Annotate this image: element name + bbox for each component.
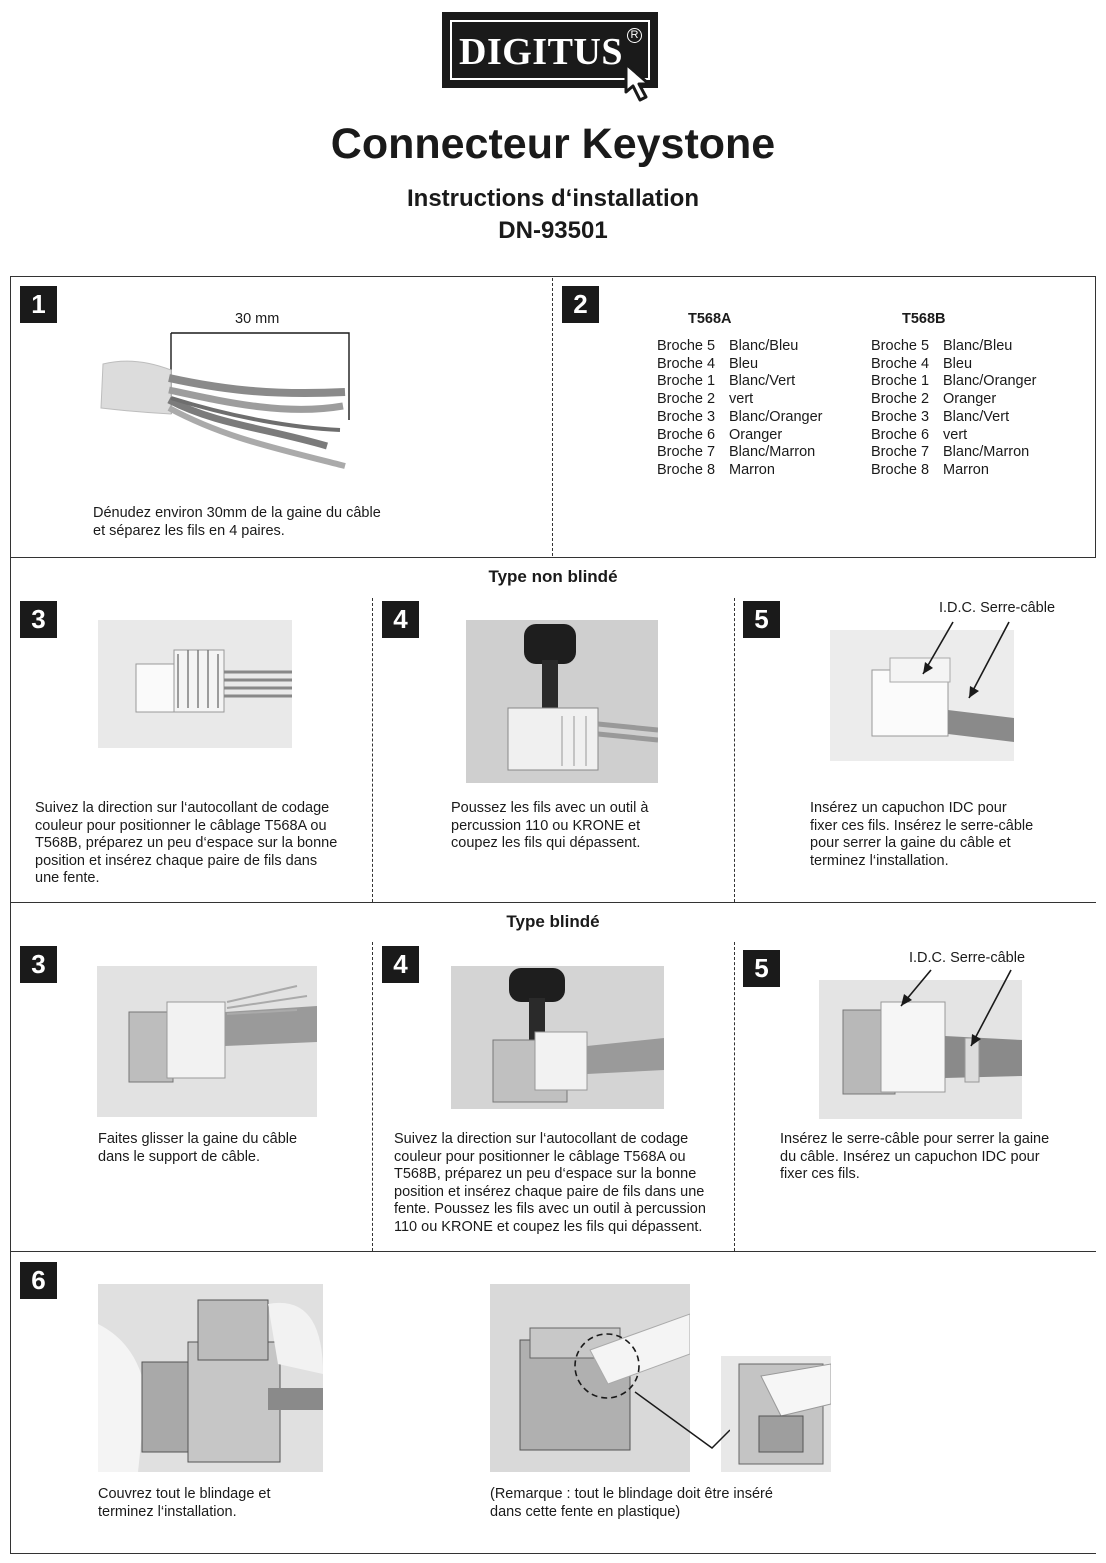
- text-line: Insérez le serre-câble pour serrer la gaine: [780, 1131, 1050, 1147]
- section-title-unshielded: Type non blindé: [488, 567, 618, 586]
- t568a-row: Broche 2 vert: [657, 391, 754, 408]
- divider-unshielded-3-4: [372, 598, 373, 902]
- text-line: couleur pour positionner le câblage T568A ou: [394, 1148, 686, 1165]
- t568b-row: Broche 8 Marron: [871, 461, 989, 478]
- shielded-step-3-text: [98, 1131, 297, 1166]
- shielded-punch-tool-illustration: [451, 966, 664, 1109]
- text-line: terminez l‘installation.: [98, 1503, 237, 1520]
- shielded-step-5-badge: 5: [743, 950, 780, 987]
- divider-2: [10, 902, 1096, 903]
- t568a-title: T568A: [688, 311, 732, 327]
- annotation-arrows: [905, 618, 1035, 718]
- text-line: pour serrer la gaine du câble et: [810, 835, 1011, 852]
- unshielded-step-4-text: [451, 800, 648, 853]
- t568b-row: Broche 2 Oranger: [871, 391, 997, 408]
- stripped-cable-illustration: [95, 328, 360, 488]
- divider-1: [10, 557, 1096, 558]
- frame-top: [10, 276, 1096, 277]
- dimension-label: 30 mm: [235, 311, 280, 327]
- text-line: Poussez les fils avec un outil à: [451, 800, 649, 816]
- unshielded-step-5-text: [810, 800, 1033, 870]
- text-line: percussion 110 ou KRONE et: [451, 817, 641, 834]
- page-title: Connecteur Keystone: [330, 120, 776, 168]
- unshielded-step-5-badge: 5: [743, 601, 780, 638]
- divider-3: [10, 1251, 1096, 1252]
- shielded-step-3-photo: [97, 966, 317, 1117]
- text-line: (Remarque : tout le blindage doit être inséré: [490, 1486, 773, 1502]
- text-line: Suivez la direction sur l‘autocollant de codage: [35, 800, 330, 816]
- step-6-badge: 6: [20, 1262, 57, 1299]
- step-2-badge: 2: [562, 286, 599, 323]
- text-line: coupez les fils qui dépassent.: [451, 835, 641, 852]
- shielded-step-5-text: [780, 1131, 1049, 1184]
- divider-step1-step2: [552, 278, 553, 556]
- shielded-step-4-photo: [451, 966, 664, 1109]
- step-6-right-text: [490, 1486, 773, 1521]
- divider-unshielded-4-5: [734, 598, 735, 902]
- t568b-row: Broche 5 Blanc/Bleu: [871, 338, 1013, 354]
- frame-right-top: [1095, 276, 1096, 558]
- step-6-photo-left: [98, 1284, 323, 1472]
- t568b-title: T568B: [902, 311, 946, 327]
- cover-shield-illustration: [98, 1284, 323, 1472]
- punch-tool-illustration: [466, 620, 658, 783]
- divider-shielded-4-5: [734, 942, 735, 1251]
- text-line: T568B, préparez un peu d‘espace sur la bonne: [35, 835, 338, 852]
- text-line: dans cette fente en plastique): [490, 1503, 681, 1520]
- cursor-arrow-icon: [620, 62, 666, 106]
- t568a-row: Broche 8 Marron: [657, 461, 775, 478]
- step-1-text: [93, 505, 381, 540]
- subtitle-instructions: Instructions d‘installation: [406, 185, 700, 212]
- text-line: du câble. Insérez un capuchon IDC pour: [780, 1148, 1040, 1165]
- unshielded-step-4-photo: [466, 620, 658, 783]
- keystone-wires-illustration: [98, 620, 292, 748]
- callout-line: [600, 1360, 730, 1460]
- step-1-badge: 1: [20, 286, 57, 323]
- shielded-step-4-badge: 4: [382, 946, 419, 983]
- t568b-row: Broche 6 vert: [871, 426, 968, 443]
- t568b-row: Broche 3 Blanc/Vert: [871, 408, 1010, 425]
- page-subtitle: [0, 183, 1106, 247]
- step-1-text-line-2: et séparez les fils en 4 paires.: [93, 522, 285, 539]
- shielded-step-3-badge: 3: [20, 946, 57, 983]
- step-1-text-line-1: Dénudez environ 30mm de la gaine du câble: [93, 505, 381, 521]
- divider-shielded-3-4: [372, 942, 373, 1251]
- t568b-row: Broche 1 Blanc/Oranger: [871, 373, 1037, 390]
- text-line: Faites glisser la gaine du câble: [98, 1131, 298, 1147]
- unshielded-step-5-annotation: I.D.C. Serre-câble: [939, 600, 1056, 616]
- text-line: Couvrez tout le blindage et: [98, 1486, 271, 1502]
- t568a-row: Broche 6 Oranger: [657, 426, 783, 443]
- brand-name: DIGITUS: [459, 31, 623, 73]
- t568a-row: Broche 3 Blanc/Oranger: [657, 408, 823, 425]
- text-line: fixer ces fils.: [780, 1166, 860, 1183]
- t568a-row: Broche 7 Blanc/Marron: [657, 444, 816, 461]
- section-title-shielded: Type blindé: [506, 912, 600, 931]
- frame-bottom: [10, 1553, 1096, 1554]
- text-line: fente. Poussez les fils avec un outil à percussion: [394, 1201, 706, 1218]
- unshielded-step-3-photo: [98, 620, 292, 748]
- shielded-step-4-text: [394, 1131, 706, 1237]
- text-line: Insérez un capuchon IDC pour: [810, 800, 1007, 816]
- t568a-row: Broche 1 Blanc/Vert: [657, 373, 796, 390]
- step-6-photo-detail: [721, 1356, 831, 1472]
- unshielded-step-3-text: [35, 800, 337, 888]
- text-line: 110 ou KRONE et coupez les fils qui dépassent.: [394, 1218, 703, 1235]
- t568a-row: Broche 5 Blanc/Bleu: [657, 338, 799, 354]
- t568a-row: Broche 4 Bleu: [657, 355, 759, 372]
- shielded-keystone-illustration: [97, 966, 317, 1117]
- subtitle-model: DN-93501: [498, 217, 608, 244]
- text-line: une fente.: [35, 870, 100, 887]
- text-line: couleur pour positionner le câblage T568A ou: [35, 817, 327, 834]
- t568b-row: Broche 7 Blanc/Marron: [871, 444, 1030, 461]
- shielded-step-5-annotation: I.D.C. Serre-câble: [909, 950, 1026, 966]
- text-line: Suivez la direction sur l‘autocollant de codage: [394, 1131, 689, 1147]
- text-line: position et insérez chaque paire de fils dans une: [394, 1183, 705, 1200]
- text-line: fixer ces fils. Insérez le serre-câble: [810, 817, 1034, 834]
- text-line: T568B, préparez un peu d‘espace sur la bonne: [394, 1166, 697, 1183]
- shielded-annotation-arrows: [895, 966, 1035, 1066]
- text-line: terminez l‘installation.: [810, 852, 949, 869]
- registered-mark: R: [627, 28, 642, 43]
- text-line: position et insérez chaque paire de fils dans: [35, 852, 318, 869]
- step-6-left-text: [98, 1486, 271, 1521]
- text-line: dans le support de câble.: [98, 1148, 261, 1165]
- unshielded-step-4-badge: 4: [382, 601, 419, 638]
- t568b-row: Broche 4 Bleu: [871, 355, 973, 372]
- shield-slot-detail-illustration: [721, 1356, 831, 1472]
- unshielded-step-3-badge: 3: [20, 601, 57, 638]
